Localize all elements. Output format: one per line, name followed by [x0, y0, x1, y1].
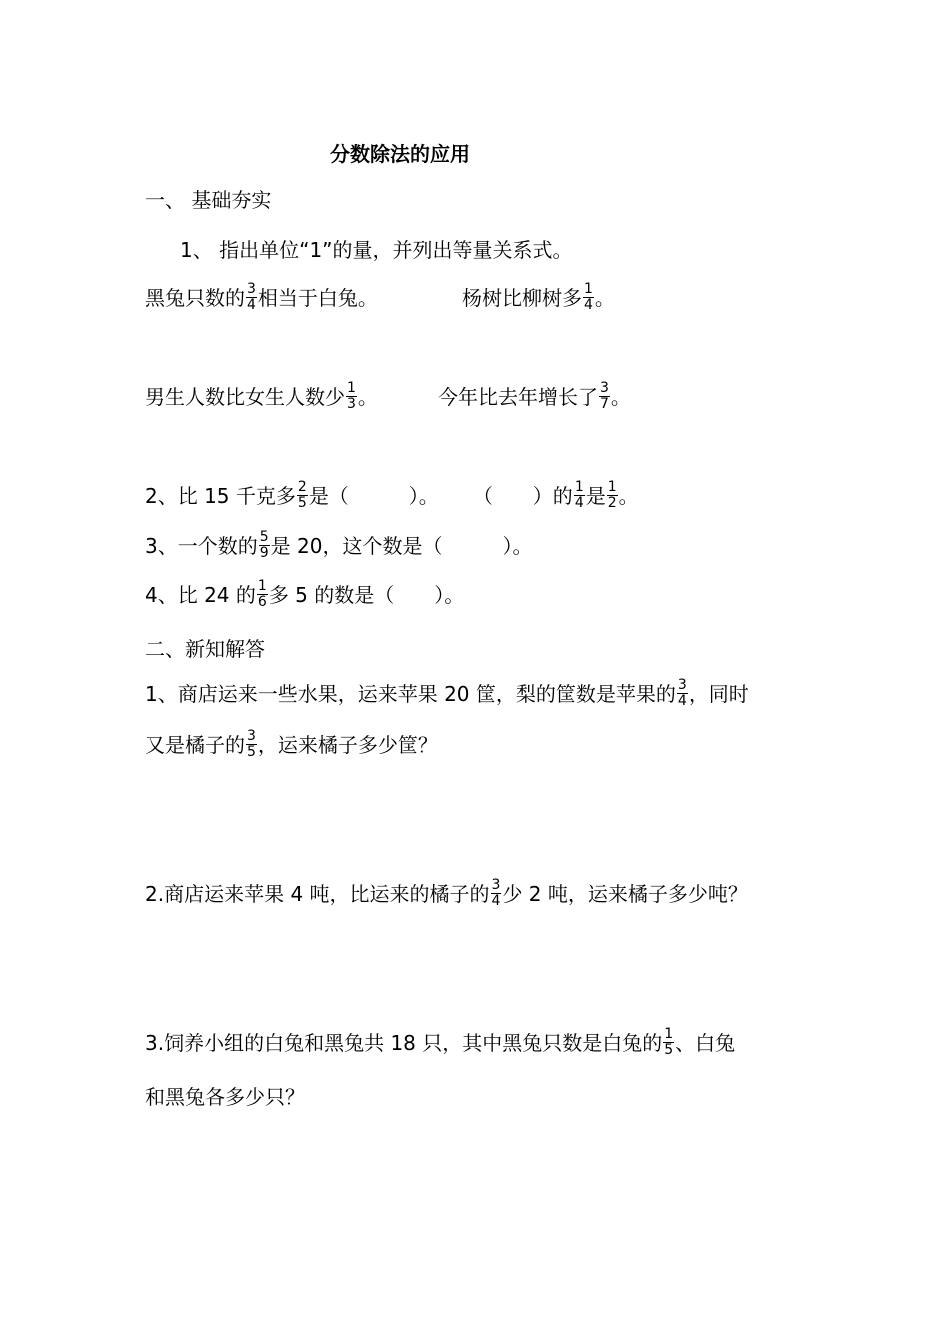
fraction-2-5: $\frac{2}{5}$ — [297, 479, 307, 511]
fraction-5-9: $\frac{5}{9}$ — [259, 529, 269, 561]
fraction-1-5: $\frac{1}{5}$ — [664, 1026, 674, 1058]
item-boys-girls: 男生人数比女生人数少 $\frac{1}{3}$ 。 — [145, 380, 378, 412]
item-this-year-increase: 今年比去年增长了 $\frac{3}{7}$ 。 — [438, 380, 631, 412]
problem-3-line-1: 3.饲养小组的白兔和黑兔共 18 只，其中黑兔只数是白兔的 $\frac{1}{5}$ 、白兔 — [145, 1026, 736, 1058]
problem-1-line-2: 又是橘子的 $\frac{3}{5}$ ，运来橘子多少筐？ — [145, 728, 438, 760]
item-poplar-willow: 杨树比柳树多 $\frac{1}{4}$ 。 — [462, 281, 615, 313]
fraction-1-3: $\frac{1}{3}$ — [347, 380, 356, 412]
page-title: 分数除法的应用 — [330, 142, 470, 166]
question-4: 4、比 24 的 $\frac{1}{6}$ 多 5 的数是（ ）。 — [145, 578, 465, 610]
fraction-3-7: $\frac{3}{7}$ — [600, 380, 609, 412]
section-heading-new-knowledge: 二、新知解答 — [145, 637, 265, 661]
question-1-instruction: 1、 指出单位“1”的量，并列出等量关系式。 — [180, 238, 573, 262]
fraction-1-6: $\frac{1}{6}$ — [257, 578, 267, 610]
problem-2: 2.商店运来苹果 4 吨，比运来的橘子的 $\frac{3}{4}$ 少 2 吨，运来橘子多少吨？ — [145, 877, 748, 909]
item-black-rabbit: 黑兔只数的 $\frac{3}{4}$ 相当于白兔。 — [145, 281, 378, 313]
fraction-3-4: $\frac{3}{4}$ — [677, 677, 687, 709]
fraction-3-4: $\frac{3}{4}$ — [247, 281, 256, 313]
fraction-1-4: $\frac{1}{4}$ — [584, 281, 593, 313]
fraction-1-4: $\frac{1}{4}$ — [574, 479, 584, 511]
fraction-3-4: $\frac{3}{4}$ — [491, 877, 501, 909]
problem-3-line-2: 和黑兔各多少只？ — [145, 1085, 305, 1109]
fraction-3-5: $\frac{3}{5}$ — [247, 728, 256, 760]
fraction-1-2: $\frac{1}{2}$ — [607, 479, 617, 511]
section-heading-basics: 一、 基础夯实 — [145, 188, 272, 212]
question-3: 3、一个数的 $\frac{5}{9}$ 是 20，这个数是（ ）。 — [145, 529, 533, 561]
problem-1-line-1: 1、商店运来一些水果，运来苹果 20 筐，梨的筐数是苹果的 $\frac{3}{4}$ ，同时 — [145, 677, 749, 709]
question-2: 2、比 15 千克多 $\frac{2}{5}$ 是（ ）。 （ ）的 $\frac{1}{4}$ 是 $\frac{1}{2}$ 。 — [145, 479, 639, 511]
